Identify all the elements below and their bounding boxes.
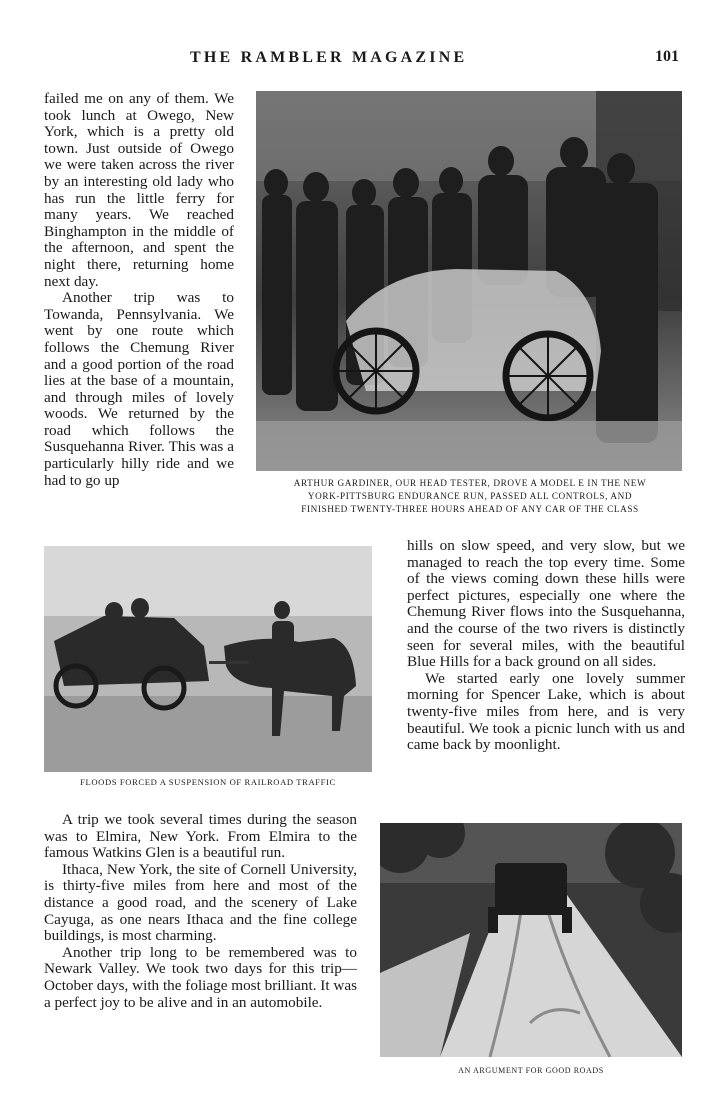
paragraph-elmira: A trip we took several times during the season was to Elmira, New York. From Elmira to the famous Watkins Glen is a beautiful run.	[44, 811, 357, 862]
road-illustration	[380, 823, 682, 1057]
photo-endurance-run	[256, 91, 682, 471]
photo-flood	[44, 546, 372, 772]
right-column-middle-text	[407, 538, 685, 754]
flood-illustration	[44, 546, 372, 772]
caption-road: AN ARGUMENT FOR GOOD ROADS	[458, 1066, 604, 1075]
caption-endurance-run	[252, 477, 688, 516]
caption-line: ARTHUR GARDINER, OUR HEAD TESTER, DROVE A MODEL E IN THE NEW	[293, 478, 647, 488]
paragraph-towanda: Another trip was to Towanda, Pennsylvania. We went by one route which follows the Chemung River and a good portion of the road lies at the base of a mountain, and through miles of lovely woods. We returned by the road which follows the Susquehanna River. This was a particularly hilly ride and we had to go up	[44, 289, 234, 489]
caption-line: YORK-PITTSBURG ENDURANCE RUN, PASSED ALL CONTROLS, AND	[307, 491, 633, 501]
paragraph-owego: failed me on any of them. We took lunch at Owego, New York, which is a pretty old town. Just outside of Owego we were taken across the river by an interesting old lady who has run the little ferry for many years. We reached Binghampton in the middle of the afternoon, and spent the night there, returning home next day.	[44, 90, 234, 290]
paragraph-hills: hills on slow speed, and very slow, but we managed to reach the top every time. Some of the views coming down these hills were perfect pictures, especially one where the Chemung River flows into the Susquehanna, and the course of the two rivers is distinctly seen for several miles, with the beautiful Blue Hills for a back ground on all sides.	[407, 537, 685, 671]
caption-flood: FLOODS FORCED A SUSPENSION OF RAILROAD TRAFFIC	[80, 777, 336, 787]
magazine-title: THE RAMBLER MAGAZINE	[190, 49, 468, 66]
endurance-run-illustration	[256, 91, 682, 471]
caption-line: FINISHED TWENTY-THREE HOURS AHEAD OF ANY CAR OF THE CLASS	[301, 504, 639, 514]
paragraph-newark-valley: Another trip long to be remembered was to Newark Valley. We took two days for this trip—October days, with the foliage most brilliant. It was a perfect joy to be alive and in an automobile.	[44, 943, 357, 1011]
paragraph-spencer-lake: We started early one lovely summer morning for Spencer Lake, which is about twenty-five miles from here, and is very beautiful. We took a picnic lunch with us and came back by moonlight.	[407, 669, 685, 754]
photo-road	[380, 823, 682, 1057]
page-number: 101	[655, 48, 679, 65]
left-column-top-text	[44, 91, 234, 489]
paragraph-ithaca: Ithaca, New York, the site of Cornell University, is thirty-five miles from here and most of the distance a good road, and the scenery of Lake Cayuga, as one nears Ithaca and the fine college buildings, is most charming.	[44, 860, 357, 945]
left-column-bottom-text	[44, 812, 357, 1011]
